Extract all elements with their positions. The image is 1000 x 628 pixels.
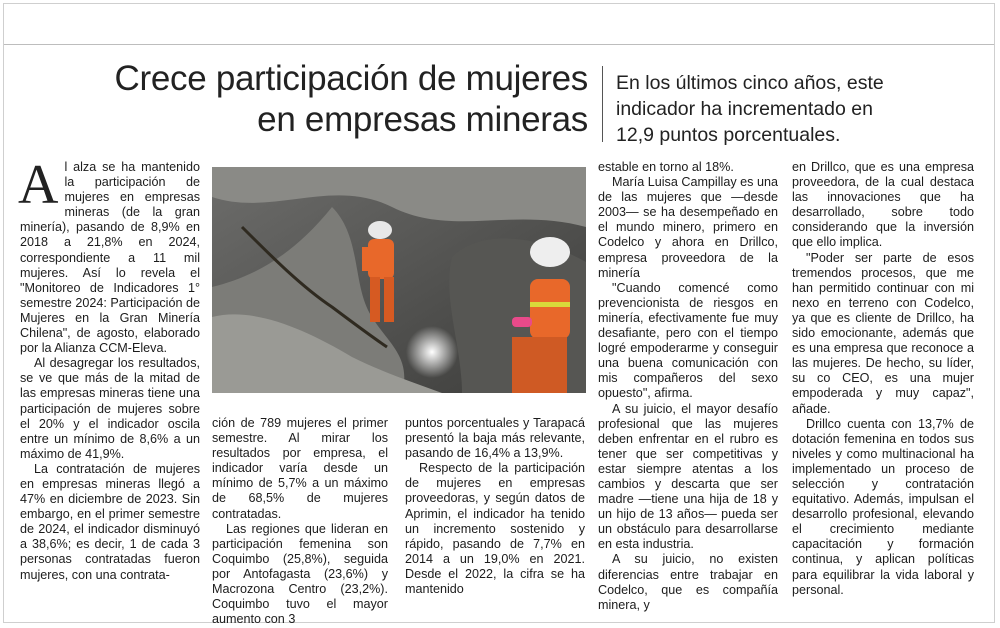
paragraph: Al desagregar los resultados, se ve que más de la mitad de las empresas mineras tiene una participación de mujeres sobre el 20% y el indicador oscila entre un mínimo de 8,6% a un máximo de 41,9%. (20, 356, 200, 461)
mining-photo (212, 167, 586, 393)
title-divider (602, 66, 603, 142)
paragraph: La contratación de mujeres en empresas mineras llegó a 47% en diciembre de 2023. Sin embargo, en el primer semestre de 2024, el indicador disminuyó a 38,6%; es decir, 1 de cada 3 personas contratadas fueron mujeres, con una contrata- (20, 461, 200, 582)
paragraph: "Cuando comencé como prevencionista de riesgos en minería, efectivamente fue muy desafiante, pero con el tiempo logré empoderarme y conseguir una buena comunicación con mis compañeros del sexo opuesto", afirma. (598, 280, 778, 401)
paragraph: Las regiones que lideran en participación femenina son Coquimbo (25,8%), seguida por Antofagasta (23,6%) y Macrozona Centro (23,2%). Coquimbo tuvo el mayor aumento con 3 (212, 521, 388, 627)
column-4 (598, 160, 778, 612)
paragraph-text: l alza se ha mantenido la participación de mujeres en empresas mineras (de la gran minería), pasando de 8,9% en 2018 a 21,8% en 2024, correspondiente a 11 mil mujeres. Así lo revela el "Monitoreo de Indicadores 1° semestre 2024: Participación de Mujeres en la Gran Minería Chilena", de agosto, elaborado por la Alianza CCM-Eleva. (20, 160, 200, 356)
column-3 (405, 416, 585, 611)
top-band (4, 4, 994, 45)
paragraph: puntos porcentuales y Tarapacá presentó la baja más relevante, pasando de 16,4% a 13,9%. (405, 416, 585, 461)
paragraph: estable en torno al 18%. (598, 160, 734, 174)
column-1 (18, 154, 200, 608)
article-title: Crece participación de mujeres en empresas mineras (114, 59, 588, 139)
column-2 (212, 416, 388, 627)
paragraph: Drillco cuenta con 13,7% de dotación femenina en todos sus niveles y como multinacional ha implementado un proceso de selección y contratación equitativo. Además, impulsan el desarrollo profesional, elevando el crecimiento mediante capacitación y formación continua, y aplican políticas para equilibrar la vida laboral y personal. (792, 416, 974, 597)
drop-cap: A (18, 154, 59, 216)
paragraph: Respecto de la participación de mujeres en empresas proveedoras, y según datos de Aprimin, el indicador ha tenido un incremento sostenido y rápido, pasando de 7,7% en 2014 a un 19,0% en 2021. Desde el 2022, la cifra se ha mantenido (405, 461, 585, 597)
miners-image (212, 167, 586, 393)
paragraph: ción de 789 mujeres el primer semestre. Al mirar los resultados por empresa, el indicador varía desde un mínimo de 5,7% a un máximo de 68,5% de mujeres contratadas. (212, 416, 388, 521)
column-5 (792, 160, 974, 612)
lamp-glare (406, 326, 458, 378)
paragraph: María Luisa Campillay es una de las mujeres que —desde 2003— se ha desempeñado en el mundo minero, primero en Codelco y ahora en Drillco, empresa proveedora de la minería (598, 175, 778, 280)
paragraph: A su juicio, el mayor desafío profesional que las mujeres deben enfrentar en el rubro es tener que ser competitivas y estar siempre atentas a los cambios y descarta que ser madre —tiene una hija de 18 y un hijo de 13 años— pueda ser un obstáculo para desarrollarse en esta industria. (598, 401, 778, 552)
paragraph: A su juicio, no existen diferencias entre trabajar en Codelco, que es compañía minera, y (598, 552, 778, 612)
paragraph (18, 154, 200, 356)
paragraph: en Drillco, que es una empresa proveedora, de la cual destaca las innovaciones que ha desarrollado, sobre todo considerando que la inversión que ello implica. (792, 160, 974, 250)
article-subtitle: En los últimos cinco años, este indicador ha incrementado en 12,9 puntos porcentuales. (616, 72, 884, 146)
paragraph: "Poder ser parte de esos tremendos procesos, que me han permitido continuar con mi nexo en terreno con Codelco, ya que es cliente de Drillco, ha sido emocionante, además que es una empresa que reconoce a las mujeres. De hecho, su líder, su co CEO, es una mujer empoderada y muy capaz", añade. (792, 250, 974, 416)
